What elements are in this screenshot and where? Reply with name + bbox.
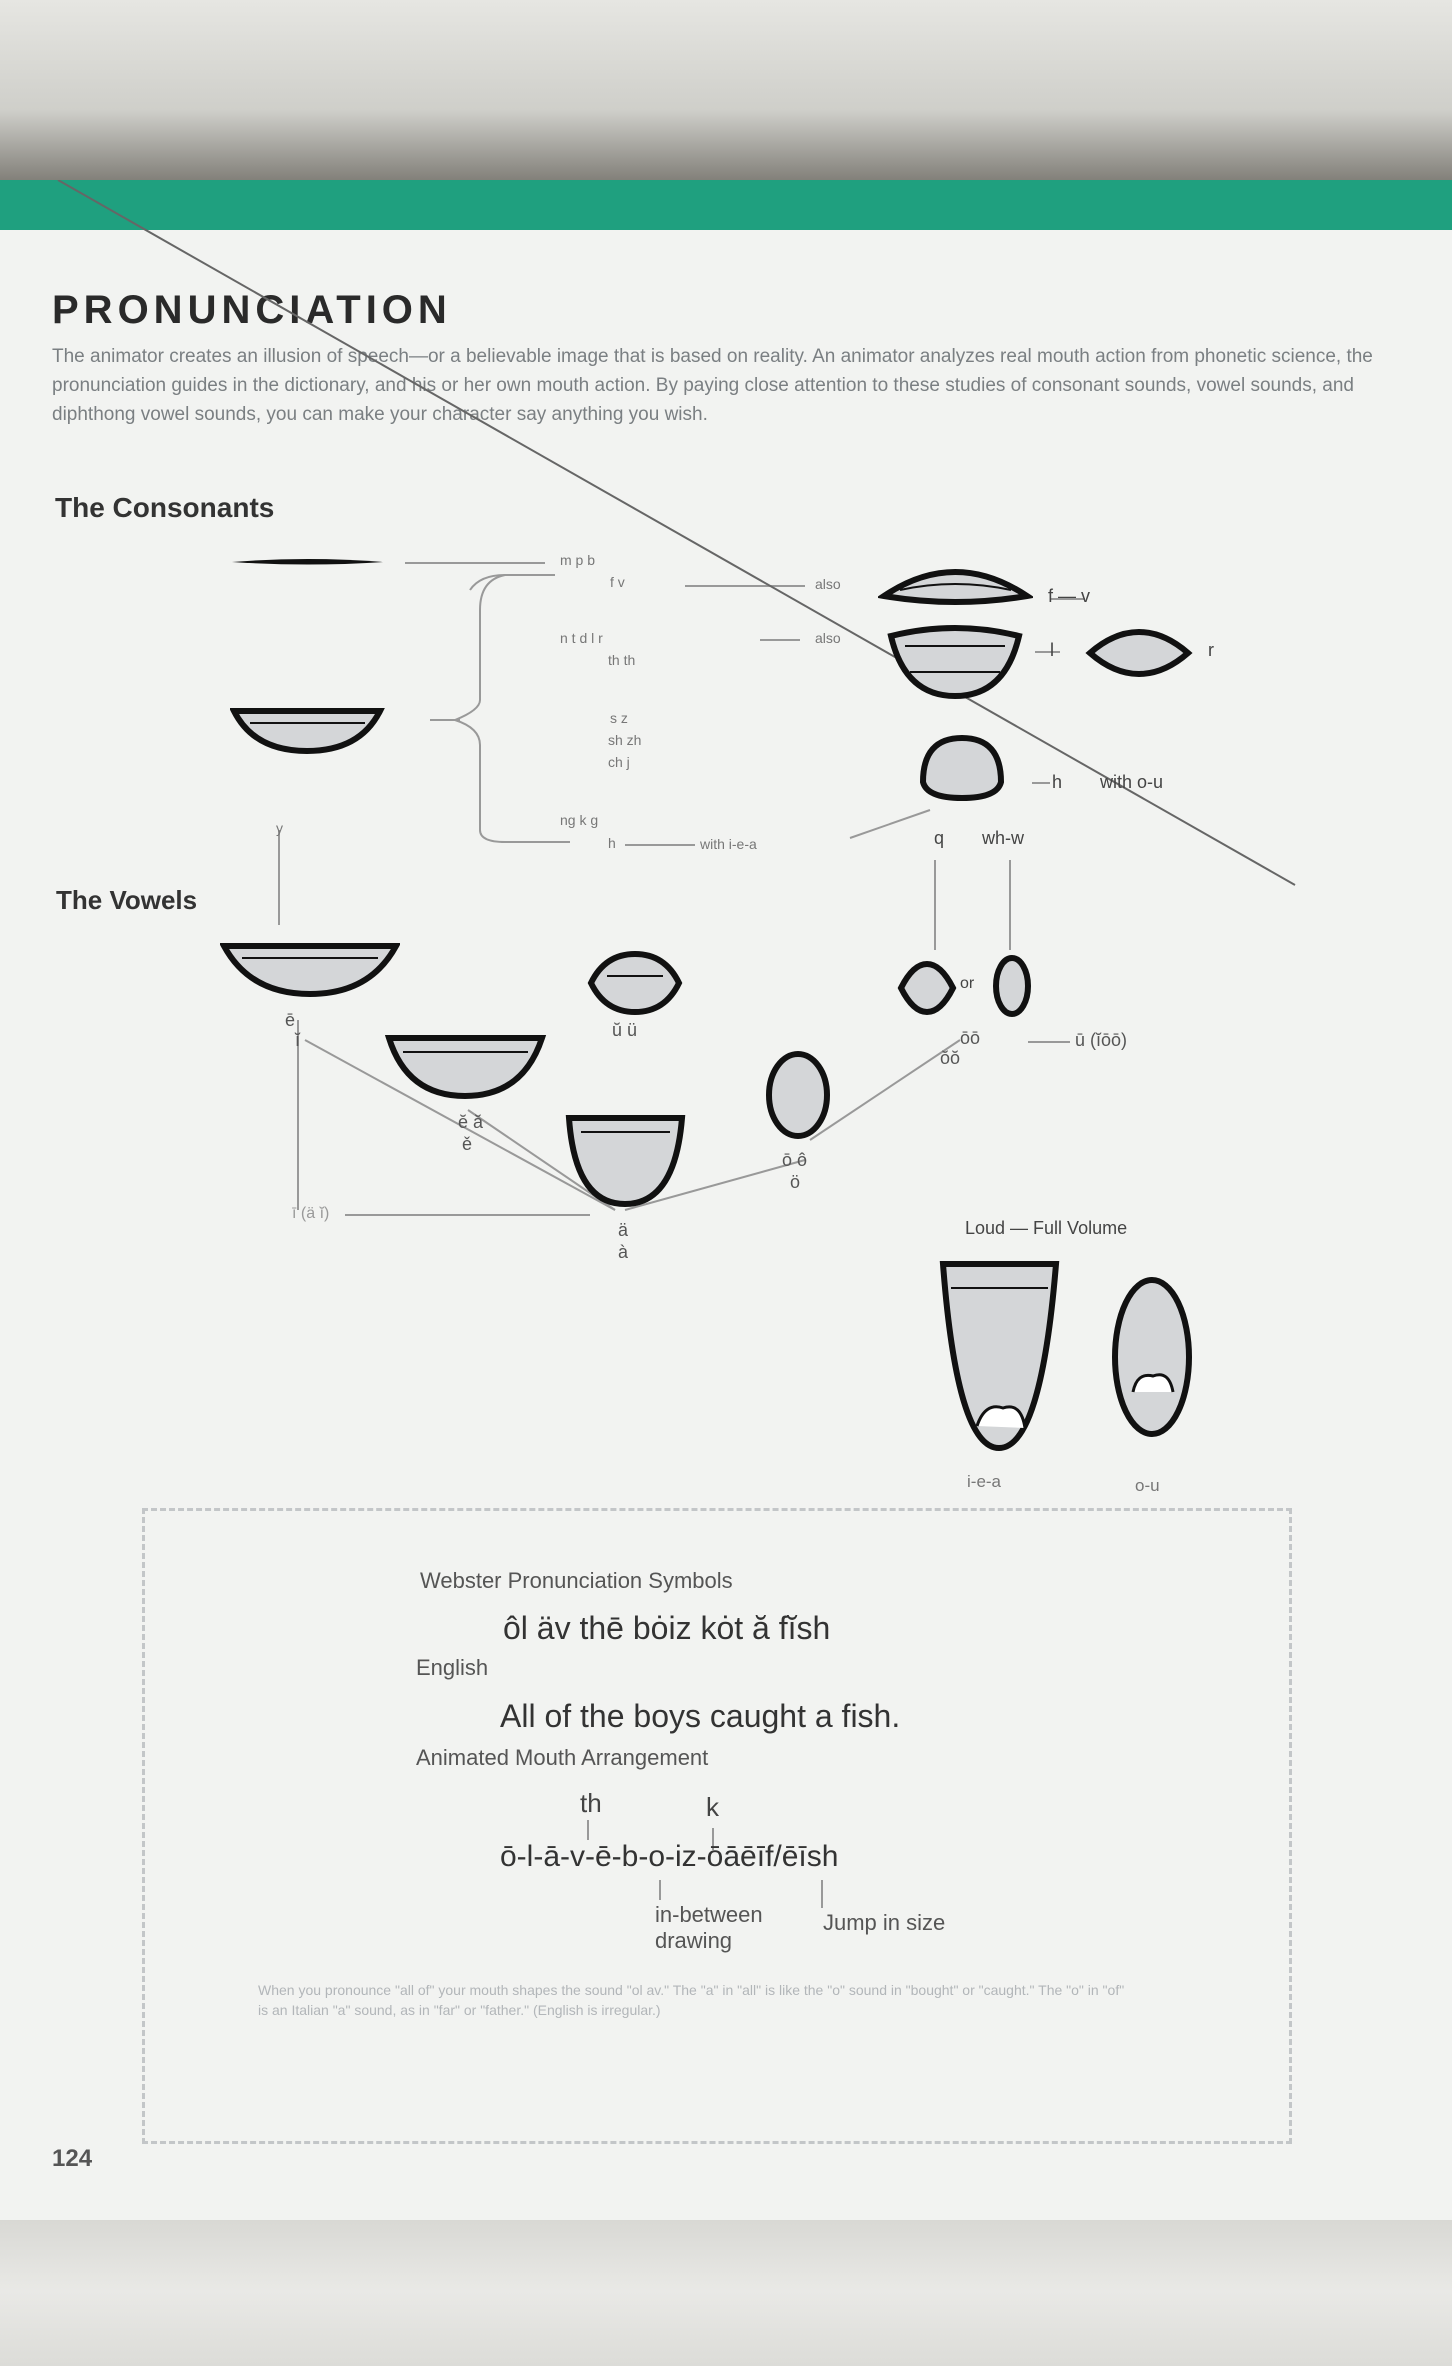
- or-label: or: [960, 975, 975, 992]
- q-label: q: [934, 828, 945, 848]
- vowel-oo-pucker-icon: [895, 958, 960, 1018]
- vowel-u-mouth-icon: [585, 948, 685, 1018]
- consonant-th: th th: [608, 652, 636, 668]
- u-ioo-label: ū (ĭōō): [1075, 1030, 1128, 1050]
- vowel-o-label: ō ô: [782, 1150, 808, 1170]
- consonant-sz: s z: [610, 710, 628, 726]
- arrangement-text: ō-l-ā-v-ē-b-o-iz-ōāēīf/ēīsh: [500, 1840, 839, 1873]
- h-side-label: h: [1052, 772, 1063, 792]
- also-label-1: also: [815, 576, 841, 592]
- th-mark: th: [580, 1788, 602, 1818]
- smile-mouth-icon: [230, 705, 385, 755]
- loud-label: Loud — Full Volume: [965, 1218, 1128, 1238]
- vowel-u-label: ŭ ü: [612, 1020, 638, 1040]
- f-v-mouth-icon: [878, 558, 1033, 618]
- inbetween-label: in-between drawing: [655, 1902, 763, 1953]
- vowel-e-a-mouth-icon: [383, 1032, 548, 1102]
- f-v-label: f — v: [1048, 586, 1091, 606]
- loud-iea-label: i-e-a: [967, 1472, 1002, 1491]
- webster-label: Webster Pronunciation Symbols: [420, 1568, 733, 1593]
- ai-label: ī (ä ĭ): [292, 1205, 330, 1222]
- consonant-sh: sh zh: [608, 732, 642, 748]
- loud-iea-mouth-icon: [937, 1258, 1062, 1458]
- vowel-e-label: ē: [285, 1010, 296, 1030]
- consonants-heading: The Consonants: [55, 492, 275, 523]
- r-mouth-icon: [1084, 628, 1194, 678]
- vowel-i-label: ĭ: [295, 1030, 301, 1050]
- consonant-chj: ch j: [608, 754, 630, 770]
- wh-w-label: wh-w: [982, 828, 1025, 848]
- english-text: All of the boys caught a fish.: [500, 1698, 901, 1734]
- vowel-oo-round-icon: [990, 952, 1034, 1020]
- consonant-ntd: n t d l r: [560, 630, 603, 646]
- vowel-ah2-label: à: [618, 1242, 629, 1262]
- oo2-label: ŏŏ: [940, 1048, 961, 1068]
- vowel-ah-label: ä: [618, 1220, 629, 1240]
- h-mouth-icon: [917, 732, 1007, 804]
- closed-mouth-icon: [230, 554, 385, 570]
- jump-label: Jump in size: [823, 1910, 946, 1935]
- consonant-ngkg: ng k g: [560, 812, 599, 828]
- r-label: r: [1208, 640, 1214, 660]
- vowel-o-mouth-icon: [763, 1048, 833, 1142]
- l-label: l: [1050, 640, 1054, 660]
- also-label-2: also: [815, 630, 841, 646]
- with-ou-label: with o-u: [1100, 772, 1164, 792]
- english-label: English: [416, 1655, 489, 1680]
- vowel-e2-label: ě: [462, 1134, 473, 1154]
- k-mark: k: [706, 1792, 719, 1822]
- backdrop-top: [0, 0, 1452, 200]
- loud-ou-label: o-u: [1135, 1476, 1160, 1495]
- consonant-mbp: m p b: [560, 552, 596, 568]
- oo-label: ōō: [960, 1028, 981, 1048]
- vowel-o2-label: ö: [790, 1172, 801, 1192]
- webster-text: ôl äv thē bȯiz kȯt ă fĭsh: [503, 1610, 831, 1646]
- consonant-h: h: [608, 835, 616, 851]
- y-label: y: [276, 820, 283, 836]
- vowel-e-mouth-icon: [220, 940, 400, 1000]
- vowels-heading: The Vowels: [56, 885, 198, 915]
- page-number: 124: [52, 2145, 93, 2172]
- consonant-fv: f v: [610, 574, 625, 590]
- l-mouth-icon: [885, 622, 1025, 702]
- page-title: PRONUNCIATION: [52, 288, 452, 332]
- intro-paragraph: The animator creates an illusion of speech—or a believable image that is based on reality. An animator analyzes real mouth action from phonetic science, the pronunciation guides in the dictionary, and his or her own mouth action. By paying close attention to these studies of consonant sounds, vowel sounds, and diphthong vowel sounds, you can make your character say anything you wish.: [52, 346, 1373, 425]
- vowel-a-mouth-icon: [563, 1110, 688, 1210]
- vowel-ea-label: ĕ ă: [458, 1112, 484, 1132]
- loud-ou-mouth-icon: [1107, 1272, 1197, 1442]
- example-box: [142, 1508, 1292, 2144]
- footnote: When you pronounce "all of" your mouth shapes the sound "ol av." The "a" in "all" is like the "o" sound in "bought" or "caught." The "o" in "of" is an Italian "a" sound, as in "far" or "father." (English is irregular.): [258, 1982, 1125, 2018]
- animated-label: Animated Mouth Arrangement: [416, 1745, 709, 1770]
- with-iea-label: with i-e-a: [700, 836, 757, 852]
- book-page: [0, 180, 1452, 2220]
